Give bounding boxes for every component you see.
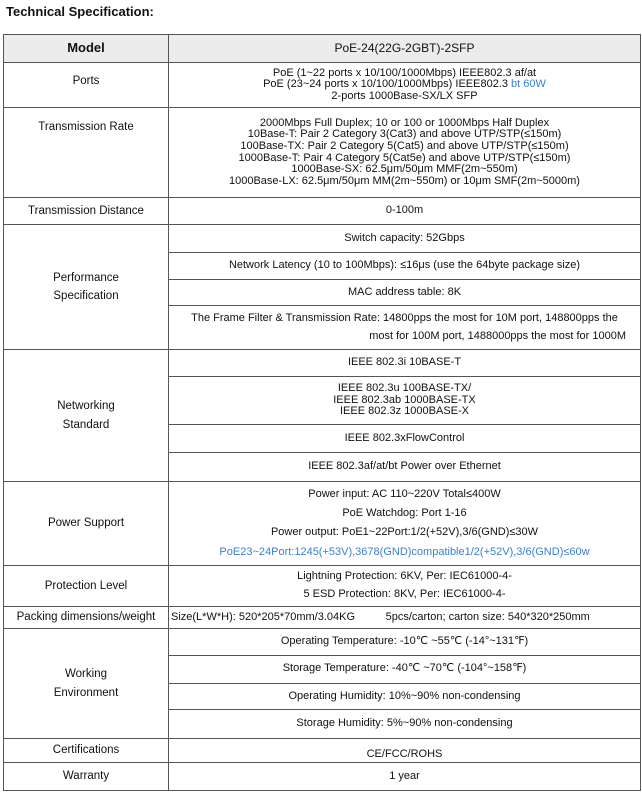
warranty-label: Warranty: [4, 763, 169, 790]
power-row: [4, 482, 640, 566]
networking-row: [4, 350, 640, 482]
table-header-row: [4, 35, 640, 63]
frame-filter-rate: The Frame Filter & Transmission Rate: 14800pps the most for 10M port, 148800pps the most for 100M port, 1488000pps the most for 1000M: [191, 312, 626, 342]
certifications-value: CE/FCC/ROHS: [366, 748, 443, 761]
networking-values: [169, 350, 640, 481]
transmission-distance-row: [4, 198, 640, 225]
ports-line-1: PoE (1~22 ports x 10/100/1000Mbps) IEEE802.3 af/at: [272, 66, 537, 79]
protection-label: Protection Level: [4, 566, 169, 606]
rate-line-2: 10Base-T: Pair 2 Category 3(Cat3) and above UTP/STP(≤150m): [247, 128, 562, 141]
environment-row: [4, 629, 640, 739]
transmission-distance-label: Transmission Distance: [4, 198, 169, 224]
performance-label: Performance Specification: [4, 225, 169, 349]
packing-value: Size(L*W*H): 520*205*70mm/3.04KG 5pcs/carton; carton size: 540*320*250mm: [171, 610, 590, 623]
transmission-rate-label: Transmission Rate: [4, 108, 169, 197]
switch-capacity: Switch capacity: 52Gbps: [169, 225, 640, 253]
warranty-value: 1 year: [389, 769, 420, 782]
poe-watchdog: PoE Watchdog: Port 1-16: [342, 507, 467, 520]
power-output-1: Power output: PoE1~22Port:1/2(+52V),3/6(GND)≤30W: [270, 526, 539, 539]
warranty-row: [4, 763, 640, 791]
power-output-2: PoE23~24Port:1245(+53V),3678(GND)compatible1/2(+52V),3/6(GND)≤60w: [219, 545, 590, 558]
spec-table: [3, 34, 641, 791]
ports-line-3: 2-ports 1000Base-SX/LX SFP: [331, 89, 478, 102]
protection-row: [4, 566, 640, 607]
rate-line-5: 1000Base-SX: 62.5μm/50μm MMF(2m~550m): [291, 163, 518, 176]
storage-humidity: Storage Humidity: 5%~90% non-condensing: [296, 717, 513, 730]
rate-line-6: 1000Base-LX: 62.5μm/50μm MM(2m~550m) or 10μm SMF(2m~5000m): [229, 174, 580, 187]
network-latency: Network Latency (10 to 100Mbps): ≤16μs (use the 64byte package size): [169, 253, 640, 280]
ports-value: [169, 63, 640, 107]
transmission-distance-value: 0-100m: [385, 204, 424, 217]
power-values: [169, 482, 640, 565]
protection-values: [169, 566, 640, 606]
environment-values: [169, 629, 640, 738]
header-value: PoE-24(22G-2GBT)-2SFP: [334, 41, 475, 56]
performance-row: [4, 225, 640, 350]
power-label: Power Support: [4, 482, 169, 565]
mac-address-table: MAC address table: 8K: [169, 280, 640, 307]
std-10base-t: IEEE 802.3i 10BASE-T: [169, 350, 640, 377]
certifications-row: [4, 739, 640, 763]
rate-line-3: 100Base-TX: Pair 2 Category 5(Cat5) and above UTP/STP(≤150m): [240, 139, 569, 152]
packing-label: Packing dimensions/weight: [4, 607, 169, 628]
storage-temperature: Storage Temperature: -40℃ ~70℃ (-104°~158℉): [169, 656, 640, 684]
ports-bt-60w: bt 60W: [508, 78, 546, 91]
page-title: Technical Specification:: [6, 4, 154, 19]
transmission-rate-row: [4, 108, 640, 198]
std-100base-1000base: IEEE 802.3u 100BASE-TX/ IEEE 802.3ab 1000BASE-TX IEEE 802.3z 1000BASE-X: [169, 377, 640, 426]
operating-humidity: Operating Humidity: 10%~90% non-condensing: [169, 684, 640, 711]
std-poe: IEEE 802.3af/at/bt Power over Ethernet: [308, 460, 501, 473]
rate-line-1: 2000Mbps Full Duplex; 10 or 100 or 1000Mbps Half Duplex: [259, 116, 550, 129]
performance-values: [169, 225, 640, 349]
networking-label: Networking Standard: [4, 350, 169, 481]
ports-label: Ports: [4, 63, 169, 107]
operating-temperature: Operating Temperature: -10℃ ~55℃ (-14°~131℉): [169, 629, 640, 656]
transmission-rate-value: [169, 108, 640, 197]
esd-protection: 5 ESD Protection: 8KV, Per: IEC61000-4-: [303, 588, 506, 601]
ports-row: [4, 63, 640, 108]
rate-line-4: 1000Base-T: Pair 4 Category 5(Cat5e) and above UTP/STP(≤150m): [238, 151, 571, 164]
power-input: Power input: AC 110~220V Total≤400W: [308, 487, 501, 500]
std-flow-control: IEEE 802.3xFlowControl: [169, 425, 640, 453]
lightning-protection: Lightning Protection: 6KV, Per: IEC61000-4-: [297, 570, 512, 583]
certifications-label: Certifications: [4, 739, 169, 762]
environment-label: Working Environment: [4, 629, 169, 738]
packing-row: [4, 607, 640, 629]
ports-line-2: PoE (23~24 ports x 10/100/1000Mbps) IEEE802.3 bt 60W: [263, 78, 546, 91]
header-label: Model: [4, 35, 169, 62]
